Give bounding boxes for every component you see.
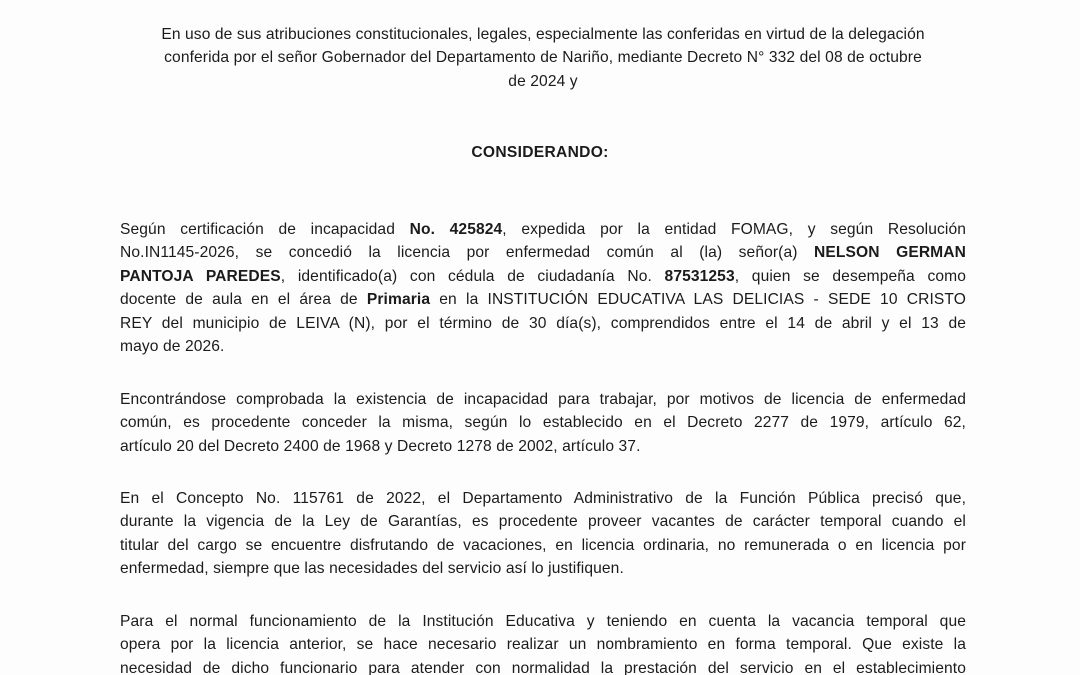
paragraph-line: necesidad de dicho funcionario para atender con normalidad la prestación del servicio en el establecimiento [120, 659, 966, 675]
considerando-heading: CONSIDERANDO: [471, 144, 609, 161]
paragraph-line: común, es procedente conceder la misma, según lo establecido en el Decreto 2277 de 1979, artículo 62, [120, 414, 966, 432]
paragraph-line: durante la vigencia de la Ley de Garantías, es procedente proveer vacantes de carácter temporal cuando el [120, 513, 966, 531]
id-number: 87531253 [664, 267, 735, 285]
paragraph-funcionamiento [120, 610, 966, 675]
paragraph-line: opera por la licencia anterior, se hace necesario realizar un nombramiento en forma temporal. Que existe la [120, 636, 966, 654]
intro-line: de 2024 y [508, 72, 578, 90]
intro-line: conferida por el señor Gobernador del Departamento de Nariño, mediante Decreto N° 332 del 08 de octubre [164, 49, 922, 67]
text-run: , quien se desempeña como [734, 267, 966, 285]
paragraph-line: Para el normal funcionamiento de la Institución Educativa y teniendo en cuenta la vacancia temporal que [120, 613, 966, 630]
intro-paragraph [120, 23, 966, 93]
person-name: NELSON GERMAN [814, 244, 966, 262]
paragraph-line: En el Concepto No. 115761 de 2022, el Departamento Administrativo de la Función Pública precisó que, [120, 490, 966, 507]
paragraph-legal-basis [120, 388, 966, 458]
paragraph-line [120, 241, 966, 264]
paragraph-line: enfermedad, siempre que las necesidades del servicio así lo justifiquen. [120, 560, 624, 578]
text-run: Según certificación de incapacidad [120, 221, 410, 238]
paragraph-line: titular del cargo se encuentre disfrutando de vacaciones, en licencia ordinaria, no remunerada o en licencia por [120, 536, 966, 554]
text-run: , identificado(a) con cédula de ciudadanía No. [280, 267, 665, 285]
text-run: docente de aula en el área de [120, 291, 367, 309]
area-name: Primaria [366, 291, 431, 309]
paragraph-line [120, 288, 966, 311]
paragraph-line [120, 265, 966, 288]
intro-line: En uso de sus atribuciones constitucionales, legales, especialmente las conferidas en virtud de la delegación [161, 26, 925, 43]
paragraph-line: artículo 20 del Decreto 2400 de 1968 y Decreto 1278 de 2002, artículo 37. [120, 437, 641, 455]
text-run: , expedida por la entidad FOMAG, y según Resolución [502, 221, 966, 238]
text-run: en la INSTITUCIÓN EDUCATIVA LAS DELICIAS - SEDE 10 CRISTO [430, 291, 967, 309]
paragraph-line: mayo de 2026. [120, 338, 225, 356]
person-surname: PANTOJA PAREDES [120, 267, 281, 285]
certificate-number: No. 425824 [409, 221, 503, 238]
paragraph-incapacity [120, 218, 966, 358]
paragraph-line: REY del municipio de LEIVA (N), por el término de 30 día(s), comprendidos entre el 14 de abril y el 13 de [120, 314, 966, 332]
paragraph-line: Encontrándose comprobada la existencia de incapacidad para trabajar, por motivos de licencia de enfermedad [120, 391, 966, 408]
text-run: No.IN1145-2026, se concedió la licencia por enfermedad común al (la) señor(a) [120, 244, 815, 262]
paragraph-line [120, 218, 966, 241]
paragraph-concepto [120, 487, 966, 581]
